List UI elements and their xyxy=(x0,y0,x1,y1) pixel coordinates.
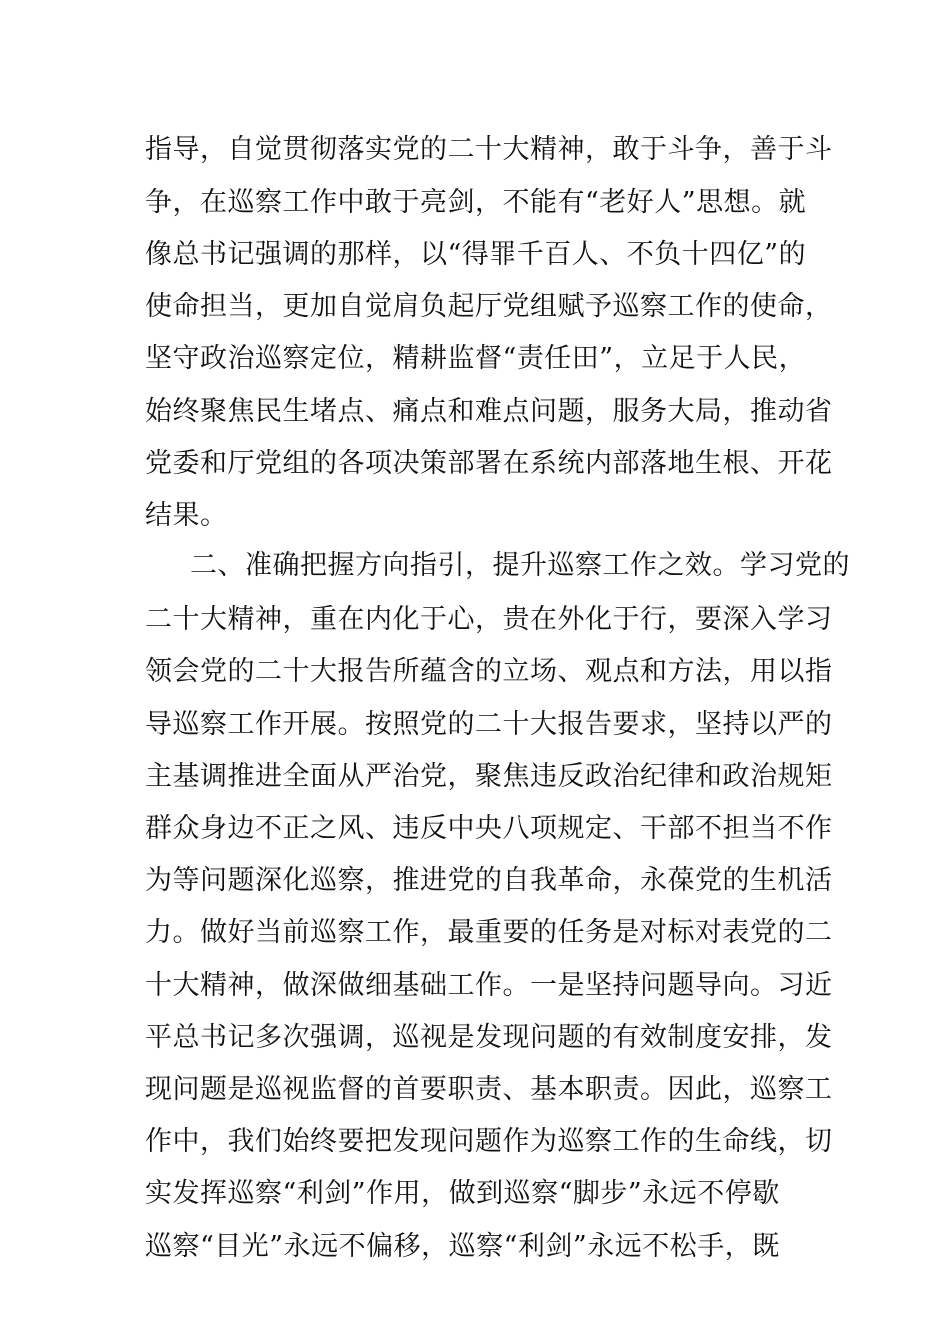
paragraph-1-line-3: 像总书记强调的那样，以“得罪千百人、不负十四亿”的 xyxy=(145,239,807,270)
paragraph-2-line-14: 巡察“目光”永远不偏移，巡察“利剑”永远不松手，既 xyxy=(145,1231,780,1262)
paragraph-2-line-3: 领会党的二十大报告所蕴含的立场、观点和方法，用以指 xyxy=(145,656,833,687)
paragraph-2-line-6: 群众身边不正之风、违反中央八项规定、干部不担当不作 xyxy=(145,813,833,844)
paragraph-2-line-12: 作中，我们始终要把发现问题作为巡察工作的生命线，切 xyxy=(145,1126,833,1157)
paragraph-2-line-4: 导巡察工作开展。按照党的二十大报告要求，坚持以严的 xyxy=(145,709,833,740)
paragraph-2-line-5: 主基调推进全面从严治党，聚焦违反政治纪律和政治规矩 xyxy=(145,761,833,792)
paragraph-1-line-2: 争，在巡察工作中敢于亮剑，不能有“老好人”思想。就 xyxy=(145,187,807,218)
paragraph-1-line-4: 使命担当，更加自觉肩负起厅党组赋予巡察工作的使命， xyxy=(145,291,833,322)
paragraph-2-line-10: 平总书记多次强调，巡视是发现问题的有效制度安排，发 xyxy=(145,1022,833,1053)
paragraph-2-line-11: 现问题是巡视监督的首要职责、基本职责。因此，巡察工 xyxy=(145,1074,833,1105)
paragraph-1-line-7: 党委和厅党组的各项决策部署在系统内部落地生根、开花 xyxy=(145,448,833,479)
paragraph-1-line-6: 始终聚焦民生堵点、痛点和难点问题，服务大局，推动省 xyxy=(145,396,833,427)
paragraph-2-line-2: 二十大精神，重在内化于心，贵在外化于行，要深入学习 xyxy=(145,604,833,635)
paragraph-1-line-8: 结果。 xyxy=(145,500,228,531)
paragraph-2-line-1: 二、准确把握方向指引，提升巡察工作之效。学习党的 xyxy=(190,550,850,581)
paragraph-1-line-1: 指导，自觉贯彻落实党的二十大精神，敢于斗争，善于斗 xyxy=(145,134,833,165)
paragraph-2-line-9: 十大精神，做深做细基础工作。一是坚持问题导向。习近 xyxy=(145,970,833,1001)
paragraph-2-line-13: 实发挥巡察“利剑”作用，做到巡察“脚步”永远不停歇 xyxy=(145,1178,780,1209)
paragraph-2-line-7: 为等问题深化巡察，推进党的自我革命，永葆党的生机活 xyxy=(145,865,833,896)
paragraph-2-line-8: 力。做好当前巡察工作，最重要的任务是对标对表党的二 xyxy=(145,917,833,948)
paragraph-1-line-5: 坚守政治巡察定位，精耕监督“责任田”，立足于人民， xyxy=(145,343,807,374)
